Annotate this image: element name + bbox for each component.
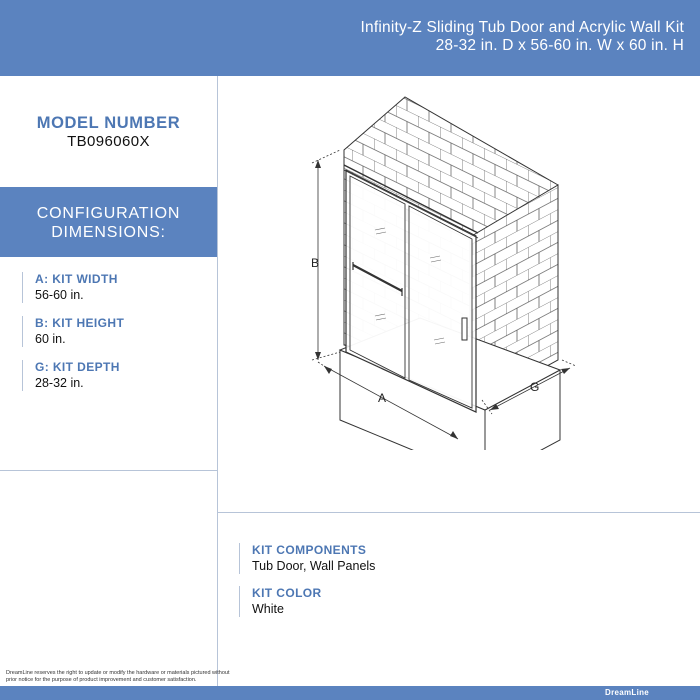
kit-label: KIT COMPONENTS [252, 543, 367, 557]
door-handle [462, 318, 467, 340]
spec-kit-depth [22, 360, 120, 391]
vertical-divider [217, 76, 218, 686]
horizontal-divider-right [217, 512, 700, 513]
kit-label: KIT COLOR [252, 586, 322, 600]
configuration-dimensions-banner [0, 187, 217, 257]
spec-label: B: KIT HEIGHT [35, 316, 125, 330]
product-title [361, 19, 684, 55]
disclaimer-line1: DreamLine reserves the right to update or modify the hardware or materials pictured without [6, 670, 230, 676]
spec-label: A: KIT WIDTH [35, 272, 118, 286]
footer-bar [0, 686, 700, 700]
kit-color [239, 586, 322, 617]
header-bar [0, 0, 700, 76]
spec-kit-height [22, 316, 124, 347]
configuration-title-line2: DIMENSIONS: [51, 224, 166, 241]
product-title-line1: Infinity-Z Sliding Tub Door and Acrylic Wall Kit [360, 19, 684, 36]
kit-value: White [252, 602, 284, 616]
spec-kit-width [22, 272, 118, 303]
spec-value: 56-60 in. [35, 288, 84, 302]
disclaimer-text [6, 670, 306, 684]
kit-value: Tub Door, Wall Panels [252, 559, 376, 573]
horizontal-divider-left [0, 470, 218, 471]
product-title-line2: 28-32 in. D x 56-60 in. W x 60 in. H [435, 37, 684, 54]
model-number-label: MODEL NUMBER [36, 114, 181, 132]
brand-logo-text: DreamLine [605, 688, 650, 697]
model-number-value: TB096060X [67, 133, 150, 150]
dimension-b-label: B [311, 256, 320, 270]
dimension-b [312, 150, 340, 360]
dimension-g-label: G [530, 380, 540, 394]
kit-components [239, 543, 375, 574]
configuration-title-line1: CONFIGURATION [36, 205, 181, 222]
disclaimer-line2: prior notice for the purpose of product improvement and customer satisfaction. [6, 677, 197, 683]
spec-value: 60 in. [35, 332, 66, 346]
spec-value: 28-32 in. [35, 376, 84, 390]
spec-label: G: KIT DEPTH [35, 360, 120, 374]
tub-door-diagram [300, 90, 590, 450]
dimension-a-label: A [378, 391, 387, 405]
door-panel-right [409, 206, 472, 408]
